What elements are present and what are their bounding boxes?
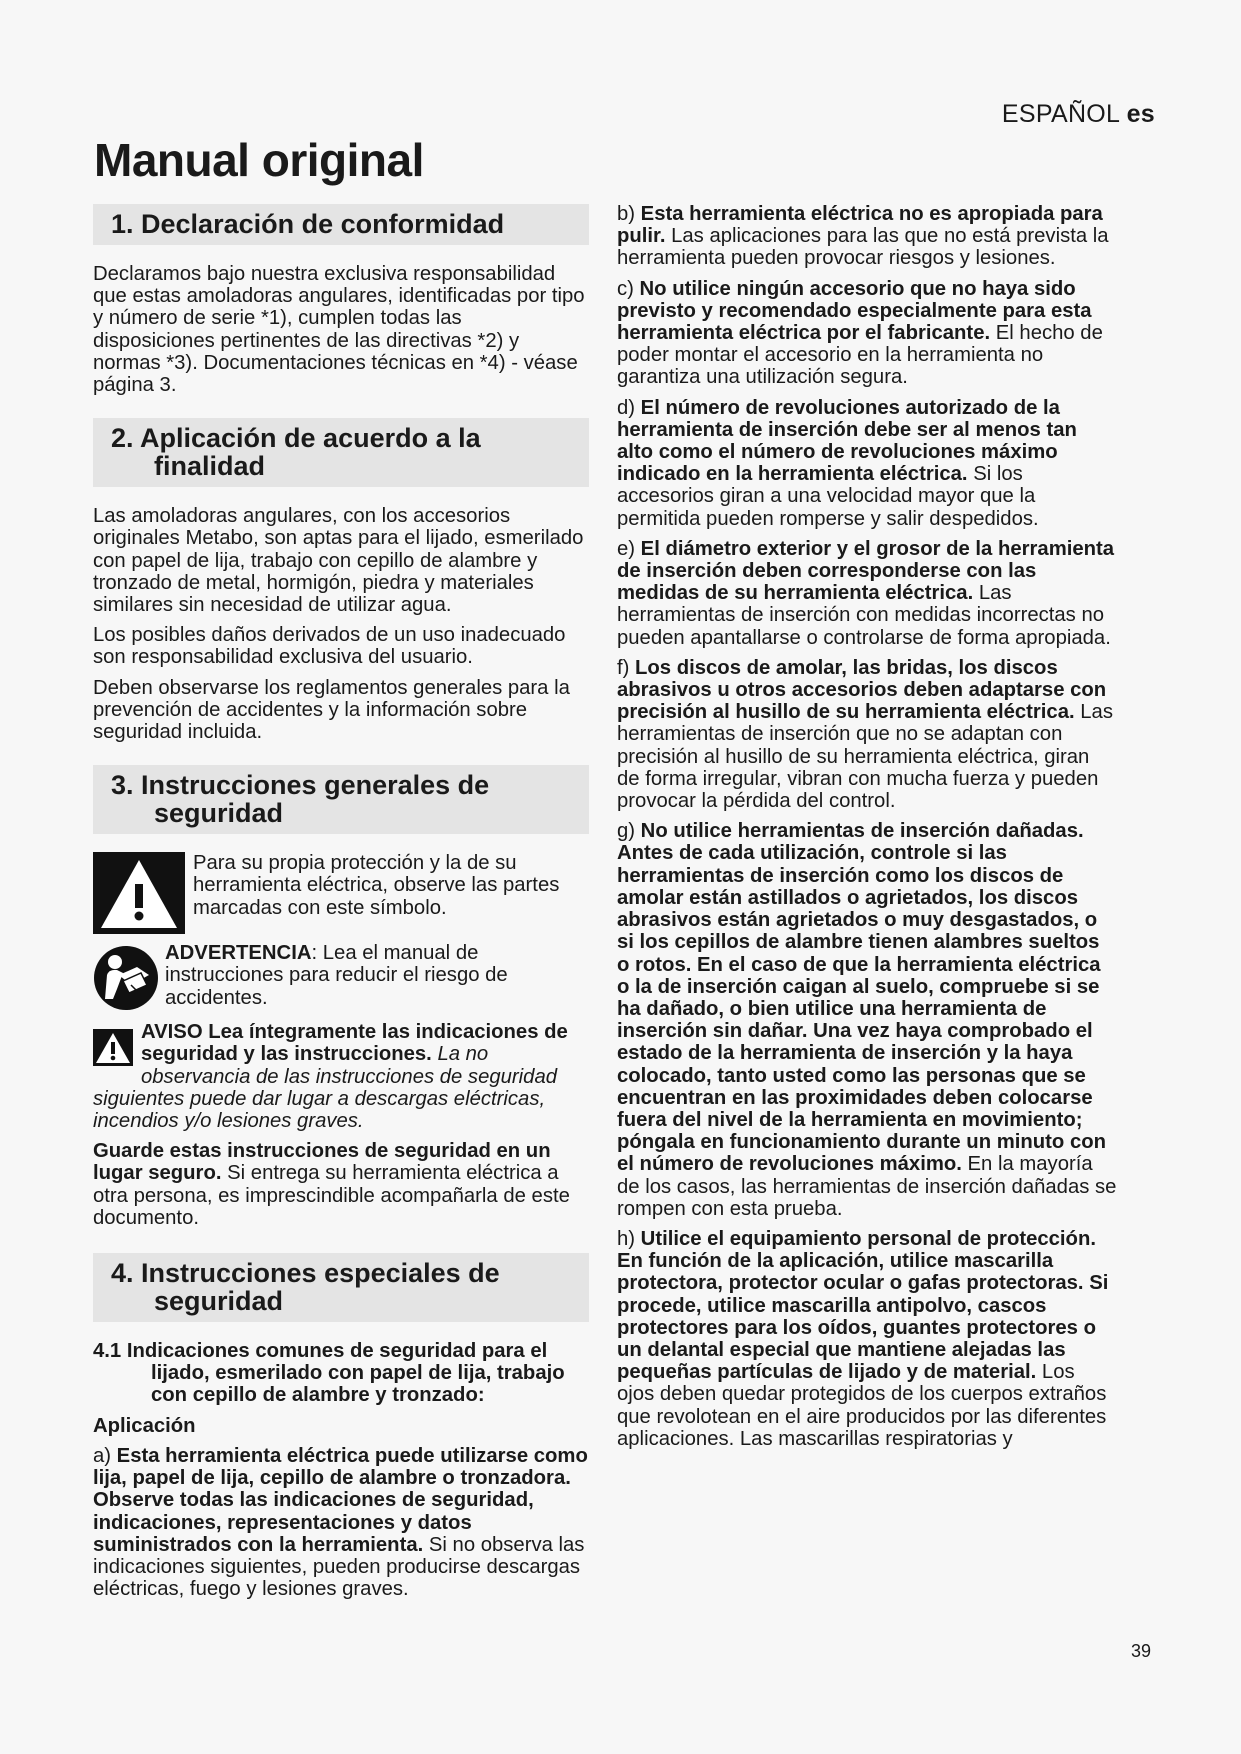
item-d: d) El número de revoluciones autorizado de la herramienta de inserción debe ser al menos tan alto como el número de revoluciones máximo indicado en la herramienta eléctrica. Si los accesorios giran a una velocidad mayor que la permitida pueden romperse y salir despedidos. [617,396,1077,530]
warning-triangle-icon [93,852,185,934]
read-manual-icon [93,945,159,1011]
s2-paragraph-1: Las amoladoras angulares, con los accesorios originales Metabo, son aptas para el lijado, esmerilado con papel de lija, trabajo con cepillo de alambre y tronzado de metal, hormigón, piedra y materiales similares sin necesidad de utilizar agua. [93,505,584,617]
advertencia-text: ADVERTENCIA: Lea el manual de instrucciones para reducir el riesgo de accidentes. [165,942,508,1009]
item-g: g) No utilice herramientas de inserción dañadas. Antes de cada utilización, controle si las herramientas de inserción como los discos de amolar están astillados o agrietados, los discos abrasivos están agrietados o muy desgastados, o si los cepillos de alambre tienen alambres sueltos o rotos. En el caso de que la herramienta eléctrica o la de inserción caigan al suelo, compruebe si se ha dañado, o bien utilice una herramienta de inserción sin dañar. Una vez haya comprobado el estado de la herramienta de inserción y la haya colocado, tanto usted como las personas que se encuentran en las proximidades deben colocarse fuera del nivel de la herramienta en movimiento; póngala en funcionamiento durante un minuto con el número de revoluciones máximo. En la mayoría de los casos, las herramientas de inserción dañadas se rompen con esta prueba. [617,820,1117,1220]
left-column [93,204,589,1608]
item-b: b) Esta herramienta eléctrica no es apropiada para pulir. Las aplicaciones para las que no está prevista la herramienta pueden provocar riesgos y lesiones. [617,203,1109,270]
s2-paragraph-3: Deben observarse los reglamentos generales para la prevención de accidentes y la información sobre seguridad incluida. [93,676,570,744]
safety-symbol-row [93,852,589,934]
section-heading-3: 3. Instrucciones generales de seguridad [93,765,589,834]
safety-symbol-text: Para su propia protección y la de su herramienta eléctrica, observe las partes marcadas con este símbolo. [193,852,560,919]
section-heading-1: 1. Declaración de conformidad [93,204,589,245]
item-a: a) Esta herramienta eléctrica puede utilizarse como lija, papel de lija, cepillo de alambre o tronzadora. Observe todas las indicaciones de seguridad, indicaciones, representaciones y datos suministrados con la herramienta. Si no observa las indicaciones siguientes, pueden producirse descargas eléctricas, fuego y lesiones graves. [93,1444,588,1601]
aplicacion-heading: Aplicación [93,1414,196,1437]
page-title: Manual original [94,134,424,186]
section-heading-2: 2. Aplicación de acuerdo a la finalidad [93,418,589,487]
right-column [617,203,1117,1458]
item-f: f) Los discos de amolar, las bridas, los discos abrasivos u otros accesorios deben adaptarse con precisión al husillo de su herramienta eléctrica. Las herramientas de inserción que no se adaptan con precisión al husillo de su herramienta eléctrica, giran de forma irregular, vibran con mucha fuerza y pueden provocar la pérdida del control. [617,656,1113,813]
subsection-4-1-heading: 4.1 Indicaciones comunes de seguridad para el lijado, esmerilado con papel de lija, trabajo con cepillo de alambre y tronzado: [93,1340,565,1407]
warning-small-icon [93,1029,133,1066]
item-c: c) No utilice ningún accesorio que no haya sido previsto y recomendado especialmente para esta herramienta eléctrica por el fabricante. El hecho de poder montar el accesorio en la herramienta no garantiza una utilización segura. [617,277,1103,389]
page-number: 39 [1131,1641,1152,1661]
s2-paragraph-2: Los posibles daños derivados de un uso inadecuado son responsabilidad exclusiva del usuario. [93,624,566,669]
item-e: e) El diámetro exterior y el grosor de la herramienta de inserción deben corresponderse con las medidas de su herramienta eléctrica. Las herramientas de inserción con medidas incorrectas no pueden apantallarse o controlarse de forma apropiada. [617,537,1115,649]
item-h: h) Utilice el equipamiento personal de protección. En función de la aplicación, utilice mascarilla protectora, protector ocular o gafas protectoras. Si procede, utilice mascarilla antipolvo, cascos protectores para los oídos, guantes protectores o un delantal especial que mantiene alejadas las pequeñas partículas de lijado y de material. Los ojos deben quedar protegidos de los cuerpos extraños que revolotean en el aire producidos por las diferentes aplicaciones. Las mascarillas respiratorias y [617,1227,1109,1450]
section-heading-4: 4. Instrucciones especiales de seguridad [93,1253,589,1322]
advertencia-row [93,942,589,1011]
guarde-paragraph: Guarde estas instrucciones de seguridad en un lugar seguro. Si entrega su herramienta eléctrica a otra persona, es imprescindible acompañarla de este documento. [93,1140,570,1229]
language-label: ESPAÑOL es [1001,100,1155,128]
s1-paragraph: Declaramos bajo nuestra exclusiva responsabilidad que estas amoladoras angulares, identificadas por tipo y número de serie *1), cumplen todas las disposiciones pertinentes de las directivas *2) y normas *3). Documentaciones técnicas en *4) - véase página 3. [93,263,585,397]
aviso-paragraph: AVISO Lea íntegramente las indicaciones de seguridad y las instrucciones. La no observancia de las instrucciones de seguridad siguientes puede dar lugar a descargas eléctricas, incendios y/o lesiones graves. [93,1021,568,1133]
